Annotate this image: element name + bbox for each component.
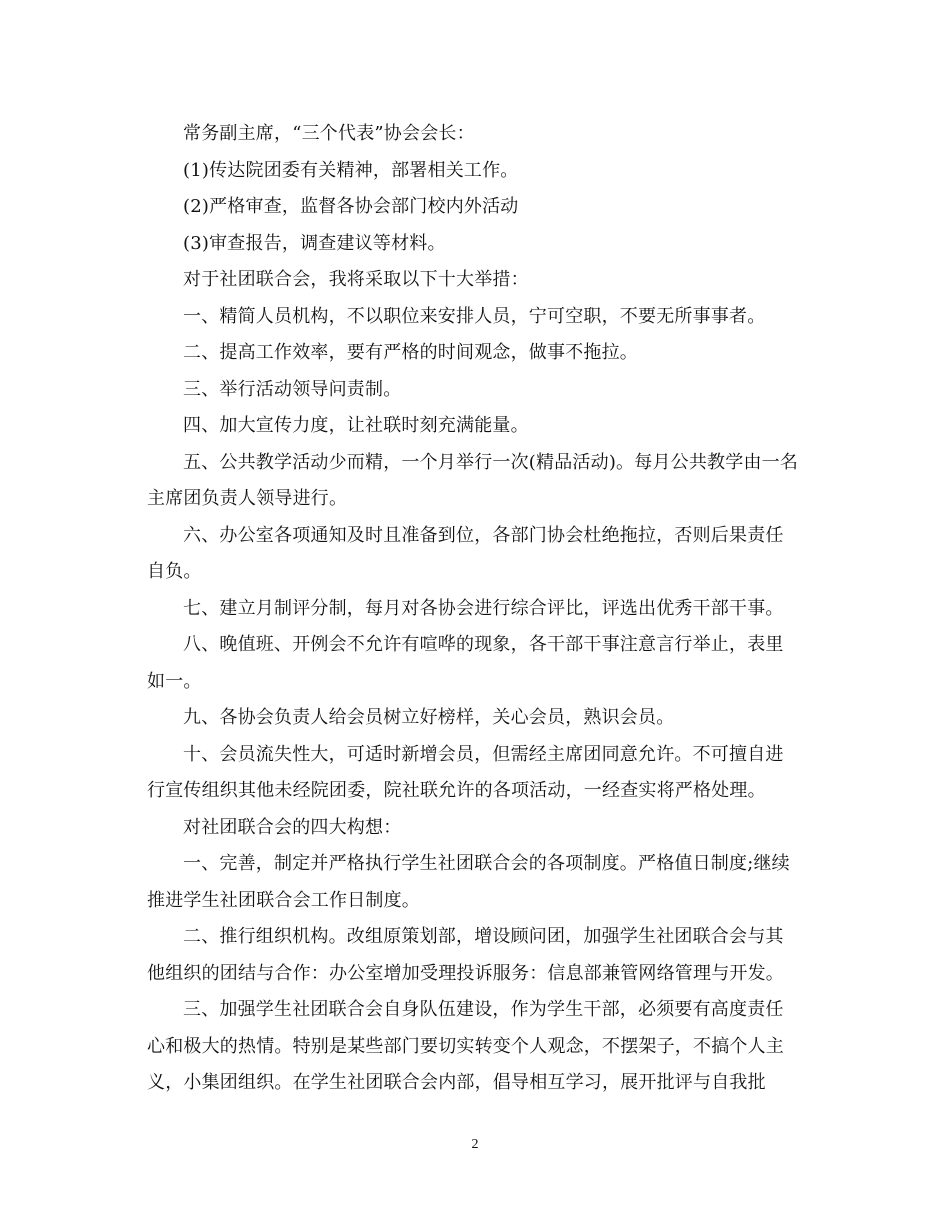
paragraph-6: 一、精简人员机构，不以职位来安排人员，宁可空职，不要无所事事者。 (183, 305, 766, 327)
page-number: 2 (471, 1137, 479, 1152)
paragraph-9: 四、加大宣传力度，让社联时刻充满能量。 (183, 415, 529, 436)
paragraph-14: 九、各协会负责人给会员树立好榜样，关心会员，熟识会员。 (183, 707, 675, 728)
paragraph-16: 对社团联合会的四大构想： (183, 816, 402, 838)
paragraph-5: 对于社团联合会，我将采取以下十大举措： (183, 269, 529, 290)
paragraph-12: 七、建立月制评分制，每月对各协会进行综合评比，评选出优秀干部干事。 (183, 597, 784, 619)
paragraph-3: (2)严格审查，监督各协会部门校内外活动 (183, 196, 519, 217)
paragraph-2: (1)传达院团委有关精神，部署相关工作。 (183, 159, 519, 181)
paragraph-11: 六、办公室各项通知及时且准备到位，各部门协会杜绝拖拉，否则后果责任自负。 (147, 524, 784, 582)
paragraph-13: 八、晚值班、开例会不允许有喧哗的现象，各干部干事注意言行举止，表里如一。 (147, 634, 784, 692)
paragraph-10: 五、公共教学活动少而精，一个月举行一次(精品活动)。每月公共教学由一名主席团负责人领导进行。 (147, 451, 799, 509)
paragraph-1: 常务副主席，“三个代表”协会会长： (183, 123, 475, 144)
paragraph-7: 二、提高工作效率，要有严格的时间观念，做事不拖拉。 (183, 342, 638, 363)
paragraph-18: 二、推行组织机构。改组原策划部，增设顾问团，加强学生社团联合会与其他组织的团结与合作：办公室增加受理投诉服务：信息部兼管网络管理与开发。 (147, 926, 784, 984)
document-body (147, 116, 799, 1102)
paragraph-15: 十、会员流失性大，可适时新增会员，但需经主席团同意允许。不可擅自进行宣传组织其他未经院团委，院社联允许的各项活动，一经查实将严格处理。 (147, 743, 784, 801)
paragraph-19: 三、加强学生社团联合会自身队伍建设，作为学生干部，必须要有高度责任心和极大的热情。特别是某些部门要切实转变个人观念，不摆架子，不搞个人主义，小集团组织。在学生社团联合会内部，倡导相互学习，展开批评与自我批 (147, 999, 784, 1093)
paragraph-17: 一、完善，制定并严格执行学生社团联合会的各项制度。严格值日制度;继续推进学生社团联合会工作日制度。 (147, 853, 790, 911)
paragraph-8: 三、举行活动领导问责制。 (183, 378, 402, 400)
paragraph-4: (3)审查报告，调查建议等材料。 (183, 232, 446, 254)
